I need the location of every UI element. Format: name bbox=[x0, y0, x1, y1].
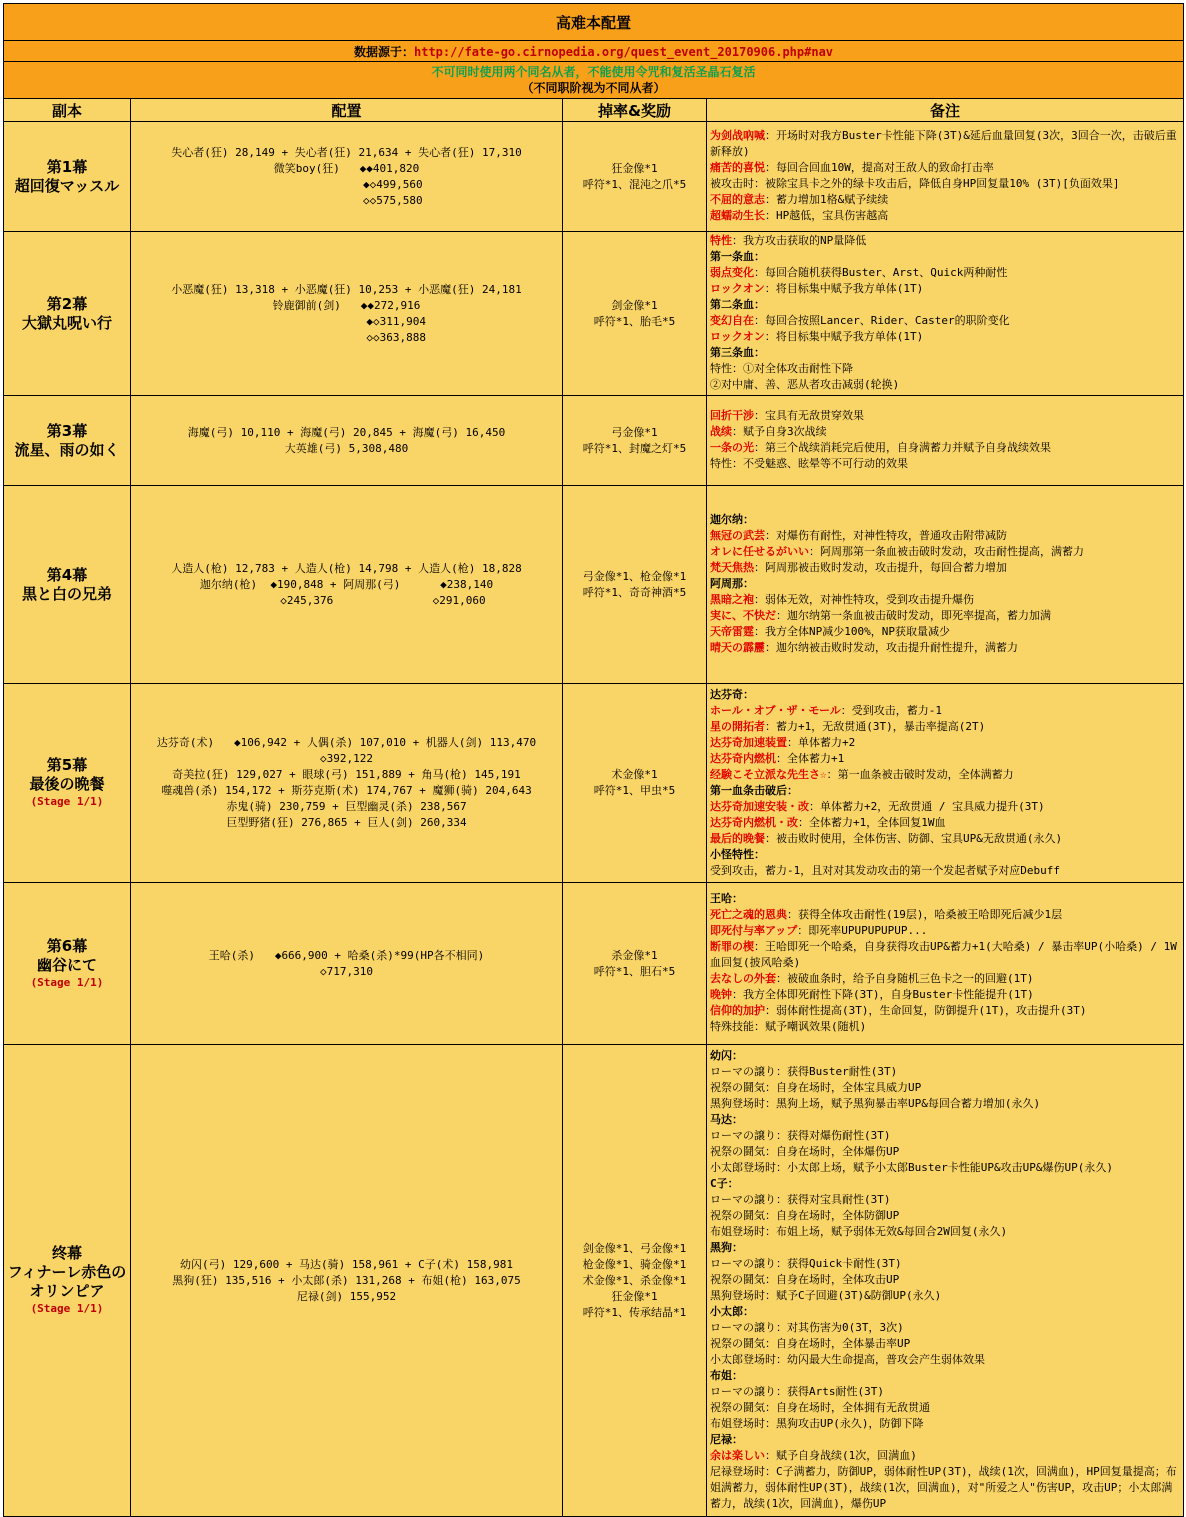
stage-cell bbox=[4, 1045, 131, 1517]
note-line bbox=[710, 891, 1180, 907]
note-text: 特殊技能：赋予嘲讽效果(随机) bbox=[710, 1020, 867, 1033]
note-heading: C子： bbox=[710, 1177, 739, 1190]
note-line bbox=[710, 1224, 1180, 1240]
note-line bbox=[710, 440, 1180, 456]
notes-cell bbox=[707, 396, 1184, 486]
note-text: 受到攻击，蓄力-1，且对对其发动攻击的第一个发起者赋予对应Debuff bbox=[710, 863, 1060, 877]
note-text: ：迦尔纳被击败时发动，攻击提升耐性提升，满蓄力 bbox=[765, 641, 1018, 654]
note-line bbox=[710, 160, 1180, 176]
table-body bbox=[4, 122, 1184, 1517]
note-line bbox=[710, 719, 1180, 735]
drops-cell: 弓金像*1 呼符*1、封魔之灯*5 bbox=[563, 396, 707, 486]
note-line bbox=[710, 576, 1180, 592]
stage-number: 第3幕 bbox=[46, 421, 88, 440]
stage-cell bbox=[4, 684, 131, 883]
drops-cell: 狂金像*1 呼符*1、混沌之爪*5 bbox=[563, 122, 707, 232]
skill-name: 黑暗之袍 bbox=[710, 593, 754, 606]
note-text: ：赋予自身3次战续 bbox=[732, 425, 827, 438]
skill-name: 回折干涉 bbox=[710, 409, 754, 422]
note-line bbox=[710, 313, 1180, 329]
note-heading: 第三条血： bbox=[710, 346, 765, 359]
note-line bbox=[710, 1256, 1180, 1272]
notes-cell bbox=[707, 883, 1184, 1045]
note-text: ：我方全体即死耐性下降(3T)，自身Buster卡性能提升(1T) bbox=[732, 988, 1034, 1001]
note-line bbox=[710, 815, 1180, 831]
note-line bbox=[710, 939, 1180, 971]
note-line bbox=[710, 703, 1180, 719]
skill-name: 弱点变化 bbox=[710, 266, 754, 279]
drops-cell: 杀金像*1 呼符*1、胆石*5 bbox=[563, 883, 707, 1045]
notes-cell bbox=[707, 486, 1184, 684]
data-source-url[interactable]: http://fate-go.cirnopedia.org/quest_event_20170906.php#nav bbox=[414, 44, 834, 59]
note-line bbox=[710, 1003, 1180, 1019]
note-text: ローマの譲り：对其伤害为0(3T，3次) bbox=[710, 1321, 904, 1334]
column-header-notes: 备注 bbox=[707, 99, 1184, 122]
note-line bbox=[710, 192, 1180, 208]
note-text: 祝祭の鬪気：自身在场时，全体宝具威力UP bbox=[710, 1081, 922, 1094]
note-line bbox=[710, 624, 1180, 640]
note-line bbox=[710, 1128, 1180, 1144]
table-row bbox=[4, 232, 1184, 396]
skill-name: 晚钟 bbox=[710, 988, 732, 1001]
note-text: ：阿周那第一条血被击破时发动，攻击耐性提高，满蓄力 bbox=[809, 545, 1084, 558]
note-text: 特性：①对全体攻击耐性下降 bbox=[710, 362, 853, 375]
note-line bbox=[710, 1400, 1180, 1416]
note-line bbox=[710, 592, 1180, 608]
note-line bbox=[710, 1384, 1180, 1400]
note-heading: 尼禄： bbox=[710, 1433, 743, 1446]
skill-name: 战续 bbox=[710, 425, 732, 438]
skill-name: 余は楽しい bbox=[710, 1449, 765, 1462]
skill-name: ホール・オブ・ザ・モール bbox=[710, 703, 841, 717]
note-text: 黑狗登场时：黑狗上场，赋予黑狗暴击率UP&每回合蓄力增加(永久) bbox=[710, 1097, 1041, 1110]
note-heading: 第一条血： bbox=[710, 250, 765, 263]
note-line bbox=[710, 1064, 1180, 1080]
note-text: ：即死率UPUPUPUPUP... bbox=[797, 924, 928, 937]
note-line bbox=[710, 1336, 1180, 1352]
notes-cell bbox=[707, 1045, 1184, 1517]
skill-name: 一条の光 bbox=[710, 441, 754, 454]
skill-name: 为剑战吶喊 bbox=[710, 129, 765, 142]
skill-name: 达芬奇内燃机 bbox=[710, 751, 776, 765]
note-line bbox=[710, 783, 1180, 799]
note-text: ：我方攻击获取的NP量降低 bbox=[732, 234, 867, 247]
enemy-config-cell: 人造人(枪) 12,783 + 人造人(枪) 14,798 + 人造人(枪) 18,828 迦尔纳(枪) ◆190,848 + 阿周那(弓) ◆238,140 ◇245,376 ◇291,060 bbox=[131, 486, 563, 684]
column-header-config: 配置 bbox=[131, 99, 563, 122]
data-source bbox=[4, 41, 1184, 62]
rules-line-1: 不可同时使用两个同名从者，不能使用令咒和复活圣晶石复活 bbox=[431, 65, 756, 79]
note-line bbox=[710, 971, 1180, 987]
stage-subtitle: (Stage 1/1) bbox=[30, 1302, 104, 1315]
note-text: ：单体蓄力+2 bbox=[787, 735, 856, 749]
note-text: ：被击败时使用，全体伤害、防御、宝具UP&无敌贯通(永久) bbox=[765, 831, 1063, 845]
note-line bbox=[710, 1368, 1180, 1384]
skill-name: 变幻自在 bbox=[710, 314, 754, 327]
stage-cell bbox=[4, 122, 131, 232]
note-heading: 小太郎： bbox=[710, 1305, 754, 1318]
note-line bbox=[710, 361, 1180, 377]
note-line bbox=[710, 1019, 1180, 1035]
note-text: 布姐登场时：布姐上场，赋予弱体无效&每回合2W回复(永久) bbox=[710, 1225, 1008, 1238]
note-line bbox=[710, 1288, 1180, 1304]
note-text: ローマの譲り：获得Quick卡耐性(3T) bbox=[710, 1257, 902, 1270]
note-text: ：弱体耐性提高(3T)，生命回复，防御提升(1T)，攻击提升(3T) bbox=[765, 1004, 1087, 1017]
note-line bbox=[710, 329, 1180, 345]
drops-cell: 术金像*1 呼符*1、甲虫*5 bbox=[563, 684, 707, 883]
note-line bbox=[710, 176, 1180, 192]
note-text: ローマの譲り：获得对宝具耐性(3T) bbox=[710, 1193, 891, 1206]
note-text: ：第一血条被击破时发动，全体满蓄力 bbox=[826, 767, 1014, 781]
note-text: ：每回合随机获得Buster、Arst、Quick两种耐性 bbox=[754, 266, 1008, 279]
note-line bbox=[710, 233, 1180, 249]
raid-config-table bbox=[3, 3, 1184, 1517]
note-text: 小太郎登场时：幼闪最大生命提高，普攻会产生弱体效果 bbox=[710, 1353, 985, 1366]
note-line bbox=[710, 1320, 1180, 1336]
note-text: ：每回合回血10W，提高对王敌人的致命打击率 bbox=[765, 161, 994, 174]
rules-note bbox=[4, 62, 1184, 99]
note-line bbox=[710, 1160, 1180, 1176]
note-text: 特性：不受魅惑、眩晕等不可行动的效果 bbox=[710, 457, 908, 470]
note-heading: 黑狗： bbox=[710, 1241, 743, 1254]
stage-number: 第6幕 bbox=[46, 936, 88, 955]
note-line bbox=[710, 847, 1180, 863]
note-line bbox=[710, 923, 1180, 939]
stage-cell bbox=[4, 883, 131, 1045]
note-line bbox=[710, 528, 1180, 544]
note-line bbox=[710, 799, 1180, 815]
note-line bbox=[710, 1432, 1180, 1448]
note-text: 祝祭の鬪気：自身在场时，全体防御UP bbox=[710, 1209, 900, 1222]
note-text: ローマの譲り：获得Buster耐性(3T) bbox=[710, 1065, 898, 1078]
note-line bbox=[710, 281, 1180, 297]
note-line bbox=[710, 1176, 1180, 1192]
stage-number: 第5幕 bbox=[46, 756, 88, 774]
stage-number: 第1幕 bbox=[46, 157, 88, 176]
note-text: 被攻击时：被除宝具卡之外的绿卡攻击后，降低自身HP回复量10% (3T)[负面效果] bbox=[710, 177, 1120, 190]
stage-subtitle: (Stage 1/1) bbox=[30, 975, 104, 989]
skill-name: 実に、不快だ bbox=[710, 609, 776, 622]
notes-cell bbox=[707, 232, 1184, 396]
stage-name: 大獄丸呪い行 bbox=[21, 313, 112, 332]
note-line bbox=[710, 687, 1180, 703]
skill-name: 特性 bbox=[710, 234, 732, 247]
skill-name: ロックオン bbox=[710, 282, 765, 295]
table-row bbox=[4, 883, 1184, 1045]
rules-line-2: （不同职阶视为不同从者） bbox=[521, 81, 666, 95]
note-text: ：赋予自身战续(1次，回满血) bbox=[765, 1449, 917, 1462]
column-header-drops: 掉率&奖励 bbox=[563, 99, 707, 122]
enemy-config-cell: 达芬奇(术) ◆106,942 + 人偶(杀) 107,010 + 机器人(剑) 113,470 ◇392,122 奇美拉(狂) 129,027 + 眼球(弓) 151,889 + 角马(枪) 145,191 噬魂兽(杀) 154,172 + 斯芬克斯(术) 174,767 + 魔狮(骑) 204,643 赤鬼(骑) 230,759 + 巨型幽灵(杀) 238,567 巨型野猪(狂) 276,865 + 巨人(剑) 260,334 bbox=[131, 684, 563, 883]
note-line bbox=[710, 863, 1180, 879]
note-line bbox=[710, 1096, 1180, 1112]
note-text: 尼禄登场时：C子满蓄力，防御UP，弱体耐性UP(3T)，战续(1次，回满血)，HP回复量提高；布姐满蓄力，弱体耐性UP(3T)，战续(1次，回满血)，对"所爱之人"伤害UP，攻击UP；小太郎满蓄力，战续(1次，回满血)，爆伤UP bbox=[710, 1465, 1177, 1510]
note-line bbox=[710, 1352, 1180, 1368]
note-line bbox=[710, 907, 1180, 923]
note-text: ：将目标集中赋予我方单体(1T) bbox=[764, 330, 924, 343]
note-text: ：我方全体NP减少100%，NP获取量减少 bbox=[754, 625, 950, 638]
note-line bbox=[710, 608, 1180, 624]
note-text: ：全体蓄力+1 bbox=[776, 751, 845, 765]
note-line bbox=[710, 1304, 1180, 1320]
note-line bbox=[710, 1112, 1180, 1128]
table-row bbox=[4, 684, 1184, 883]
skill-name: 断罪の楔 bbox=[710, 940, 754, 953]
note-text: ：被破血条时，给予自身随机三色卡之一的回避(1T) bbox=[776, 972, 1034, 985]
note-text: 祝祭の鬪気：自身在场时，全体拥有无敌贯通 bbox=[710, 1401, 930, 1414]
stage-name: 幽谷にて bbox=[36, 955, 97, 974]
skill-name: 达芬奇内燃机・改 bbox=[710, 815, 798, 829]
note-text: 祝祭の鬪気：自身在场时，全体爆伤UP bbox=[710, 1145, 900, 1158]
note-line bbox=[710, 767, 1180, 783]
note-text: 祝祭の鬪気：自身在场时，全体攻击UP bbox=[710, 1273, 900, 1286]
note-line bbox=[710, 1448, 1180, 1464]
note-line bbox=[710, 1192, 1180, 1208]
enemy-config-cell: 王哈(杀) ◆666,900 + 哈桑(杀)*99(HP各不相同) ◇717,310 bbox=[131, 883, 563, 1045]
stage-number: 终幕 bbox=[51, 1244, 82, 1262]
note-text: ローマの譲り：获得对爆伤耐性(3T) bbox=[710, 1129, 891, 1142]
note-line bbox=[710, 1208, 1180, 1224]
note-line bbox=[710, 208, 1180, 224]
note-text: ：王哈即死一个哈桑，自身获得攻击UP&蓄力+1(大哈桑) / 暴击率UP(小哈桑) / 1W血回复(披风哈桑) bbox=[710, 940, 1177, 969]
note-heading: 第一血条击破后： bbox=[710, 783, 798, 797]
note-heading: 布姐： bbox=[710, 1369, 743, 1382]
drops-cell: 剑金像*1 呼符*1、胎毛*5 bbox=[563, 232, 707, 396]
skill-name: 天帝雷霆 bbox=[710, 625, 754, 638]
note-heading: 马达： bbox=[710, 1113, 743, 1126]
skill-name: 超蠕动生长 bbox=[710, 209, 765, 222]
table-row bbox=[4, 396, 1184, 486]
stage-name: 超回復マッスル bbox=[14, 176, 120, 195]
note-text: ：蓄力增加1格&赋予续续 bbox=[765, 193, 889, 206]
skill-name: オレに任せるがいい bbox=[710, 545, 809, 558]
note-text: ：对爆伤有耐性，对神性特攻，普通攻击附带减防 bbox=[765, 529, 1007, 542]
note-text: ：第三个战续消耗完后使用，自身满蓄力并赋予自身战续效果 bbox=[754, 441, 1051, 454]
note-heading: 迦尔纳： bbox=[710, 513, 754, 526]
skill-name: 达芬奇加速装置 bbox=[710, 735, 787, 749]
note-line bbox=[710, 987, 1180, 1003]
note-line bbox=[710, 249, 1180, 265]
note-text: ：开场时对我方Buster卡性能下降(3T)&延后血量回复(3次，3回合一次，击破后重新释放) bbox=[710, 129, 1177, 158]
note-text: ：迦尔纳第一条血被击破时发动，即死率提高，蓄力加满 bbox=[776, 609, 1051, 622]
note-line bbox=[710, 1240, 1180, 1256]
note-text: ローマの譲り：获得Arts耐性(3T) bbox=[710, 1385, 884, 1398]
skill-name: 星の開拓者 bbox=[710, 719, 765, 733]
note-heading: 王哈： bbox=[710, 892, 743, 905]
note-line bbox=[710, 297, 1180, 313]
note-heading: 第二条血： bbox=[710, 298, 765, 311]
note-text: ：获得全体攻击耐性(19层)，哈桑被王哈即死后减少1层 bbox=[787, 908, 1063, 921]
stage-number: 第2幕 bbox=[46, 294, 88, 313]
note-line bbox=[710, 1464, 1180, 1512]
notes-cell bbox=[707, 684, 1184, 883]
note-line bbox=[710, 128, 1180, 160]
notes-cell bbox=[707, 122, 1184, 232]
enemy-config-cell: 幼闪(弓) 129,600 + 马达(骑) 158,961 + C子(术) 158,981 黑狗(狂) 135,516 + 小太郎(杀) 131,268 + 布姐(枪) 163,075 尼禄(剑) 155,952 bbox=[131, 1045, 563, 1517]
note-line bbox=[710, 377, 1180, 393]
skill-name: ロックオン bbox=[710, 330, 765, 343]
page-title: 高难本配置 bbox=[4, 4, 1184, 41]
table-row bbox=[4, 122, 1184, 232]
skill-name: 晴天の霹靂 bbox=[710, 641, 765, 654]
note-line bbox=[710, 265, 1180, 281]
note-line bbox=[710, 831, 1180, 847]
note-line bbox=[710, 408, 1180, 424]
data-source-label: 数据源于： bbox=[353, 44, 414, 59]
note-line bbox=[710, 640, 1180, 656]
note-text: ：宝具有无敌贯穿效果 bbox=[754, 409, 864, 422]
skill-name: 去なしの外套 bbox=[710, 972, 776, 985]
skill-name: 死亡之魂的恩典 bbox=[710, 908, 787, 921]
drops-cell: 剑金像*1、弓金像*1 枪金像*1、骑金像*1 术金像*1、杀金像*1 狂金像*1 呼符*1、传承结晶*1 bbox=[563, 1045, 707, 1517]
skill-name: 痛苦的喜悦 bbox=[710, 161, 765, 174]
note-line bbox=[710, 735, 1180, 751]
skill-name: 最后的晚餐 bbox=[710, 831, 765, 845]
note-line bbox=[710, 1144, 1180, 1160]
stage-cell bbox=[4, 396, 131, 486]
note-line bbox=[710, 1080, 1180, 1096]
note-line bbox=[710, 544, 1180, 560]
note-text: ：阿周那被击败时发动，攻击提升，每回合蓄力增加 bbox=[754, 561, 1007, 574]
enemy-config-cell: 小恶魔(狂) 13,318 + 小恶魔(狂) 10,253 + 小恶魔(狂) 24,181 铃鹿御前(剑) ◆◆272,916 ◆◇311,904 ◇◇363,888 bbox=[131, 232, 563, 396]
note-line bbox=[710, 424, 1180, 440]
note-text: 黑狗登场时：赋予C子回避(3T)&防御UP(永久) bbox=[710, 1289, 942, 1302]
note-text: ：HP越低，宝具伤害越高 bbox=[765, 209, 889, 222]
note-text: ：每回合按照Lancer、Rider、Caster的职阶变化 bbox=[754, 314, 1010, 327]
skill-name: 达芬奇加速安装・改 bbox=[710, 799, 809, 813]
column-header-stage: 副本 bbox=[4, 99, 131, 122]
skill-name: 無冠の武芸 bbox=[710, 529, 765, 542]
note-line bbox=[710, 512, 1180, 528]
note-line bbox=[710, 1272, 1180, 1288]
drops-cell: 弓金像*1、枪金像*1 呼符*1、奇奇神酒*5 bbox=[563, 486, 707, 684]
table-row bbox=[4, 1045, 1184, 1517]
stage-name: 流星、雨の如く bbox=[14, 440, 120, 459]
skill-name: 信仰的加护 bbox=[710, 1004, 765, 1017]
note-text: ：将目标集中赋予我方单体(1T) bbox=[764, 282, 924, 295]
note-text: ：弱体无效，对神性特攻，受到攻击提升爆伤 bbox=[754, 593, 974, 606]
note-line bbox=[710, 456, 1180, 472]
note-line bbox=[710, 1048, 1180, 1064]
stage-name: 黒と白の兄弟 bbox=[21, 584, 112, 603]
note-line bbox=[710, 751, 1180, 767]
stage-cell bbox=[4, 486, 131, 684]
skill-name: 即死付与率アップ bbox=[710, 924, 798, 937]
enemy-config-cell: 海魔(弓) 10,110 + 海魔(弓) 20,845 + 海魔(弓) 16,450 大英雄(弓) 5,308,480 bbox=[131, 396, 563, 486]
note-line bbox=[710, 560, 1180, 576]
stage-subtitle: (Stage 1/1) bbox=[30, 795, 104, 808]
note-text: ：单体蓄力+2，无敌贯通 / 宝具威力提升(3T) bbox=[809, 799, 1045, 813]
skill-name: 不屈的意志 bbox=[710, 193, 765, 206]
note-line bbox=[710, 345, 1180, 361]
note-text: ：受到攻击，蓄力-1 bbox=[840, 703, 943, 717]
note-heading: 小怪特性： bbox=[710, 847, 765, 861]
note-text: 祝祭の鬪気：自身在场时，全体暴击率UP bbox=[710, 1337, 911, 1350]
skill-name: 经験こそ立派な先生さ☆ bbox=[710, 767, 827, 781]
note-heading: 幼闪： bbox=[710, 1049, 743, 1062]
enemy-config-cell: 失心者(狂) 28,149 + 失心者(狂) 21,634 + 失心者(狂) 17,310 微笑boy(狂) ◆◆401,820 ◆◇499,560 ◇◇575,580 bbox=[131, 122, 563, 232]
note-heading: 达芬奇： bbox=[710, 687, 754, 701]
skill-name: 梵天焦热 bbox=[710, 561, 754, 574]
note-text: ：蓄力+1，无敌贯通(3T)，暴击率提高(2T) bbox=[765, 719, 986, 733]
note-text: ：全体蓄力+1，全体回复1W血 bbox=[798, 815, 946, 829]
note-text: 小太郎登场时：小太郎上场，赋予小太郎Buster卡性能UP&攻击UP&爆伤UP(永久) bbox=[710, 1161, 1113, 1174]
note-text: 布姐登场时：黑狗攻击UP(永久)，防御下降 bbox=[710, 1417, 924, 1430]
note-text: ②对中庸、善、恶从者攻击减弱(轮换) bbox=[710, 378, 900, 391]
stage-number: 第4幕 bbox=[46, 565, 88, 584]
table-row bbox=[4, 486, 1184, 684]
stage-cell bbox=[4, 232, 131, 396]
stage-name: フィナーレ赤色のオリンピア bbox=[7, 1263, 127, 1300]
note-heading: 阿周那： bbox=[710, 577, 754, 590]
stage-name: 最後の晩餐 bbox=[29, 775, 105, 793]
note-line bbox=[710, 1416, 1180, 1432]
